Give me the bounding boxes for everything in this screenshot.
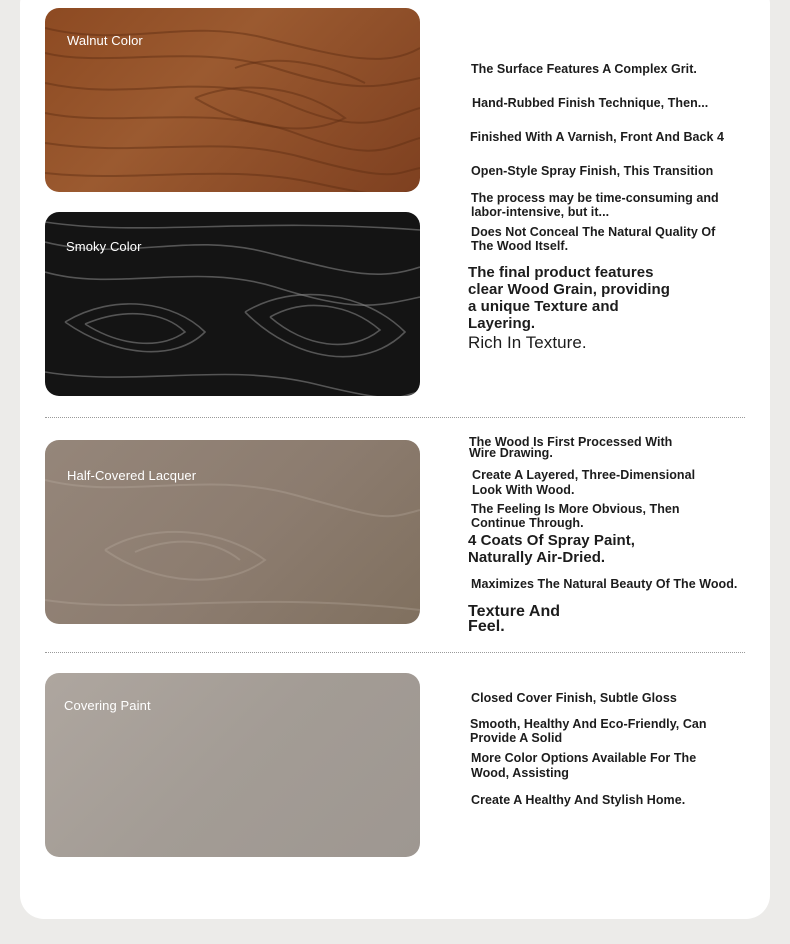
section-divider-2 [45, 652, 745, 653]
smoky-color-label: Smoky Color [66, 239, 142, 254]
s2-line-3: The Feeling Is More Obvious, Then Continue Through. [471, 502, 680, 530]
s3-line-1: Closed Cover Finish, Subtle Gloss [471, 691, 677, 705]
s3-line-2: Smooth, Healthy And Eco-Friendly, Can Provide A Solid [470, 717, 707, 745]
s2-line-1: The Wood Is First Processed With Wire Drawing. [469, 435, 673, 460]
s1-line-2: Hand-Rubbed Finish Technique, Then... [472, 96, 709, 110]
covering-paint-swatch [45, 673, 420, 857]
s1-line-8: Rich In Texture. [468, 333, 587, 352]
section-divider [45, 417, 745, 418]
half-covered-lacquer-label: Half-Covered Lacquer [67, 468, 197, 483]
s3-line-3: More Color Options Available For The Wood, Assisting [471, 751, 697, 780]
smoky-color-swatch [45, 212, 420, 396]
s1-line-1: The Surface Features A Complex Grit. [471, 62, 697, 76]
s1-line-4: Open-Style Spray Finish, This Transition [471, 164, 714, 178]
s2-line-5: Maximizes The Natural Beauty Of The Wood. [471, 577, 738, 591]
s1-line-3: Finished With A Varnish, Front And Back 4 [470, 130, 725, 144]
s2-line-4: 4 Coats Of Spray Paint, Naturally Air-Dried. [468, 532, 636, 566]
half-covered-lacquer-swatch [45, 440, 420, 624]
walnut-color-swatch [45, 8, 420, 192]
s2-line-2: Create A Layered, Three-Dimensional Look With Wood. [472, 468, 696, 497]
s1-line-5: The process may be time-consuming and labor-intensive, but it... [471, 191, 719, 219]
s3-line-4: Create A Healthy And Stylish Home. [471, 793, 686, 807]
s1-line-6: Does Not Conceal The Natural Quality Of The Wood Itself. [471, 225, 716, 253]
s2-line-6: Texture And Feel. [468, 603, 561, 635]
s1-line-7: The final product features clear Wood Grain, providing a unique Texture and Layering. [468, 264, 670, 332]
walnut-color-label: Walnut Color [67, 33, 143, 48]
covering-paint-label: Covering Paint [64, 698, 151, 713]
